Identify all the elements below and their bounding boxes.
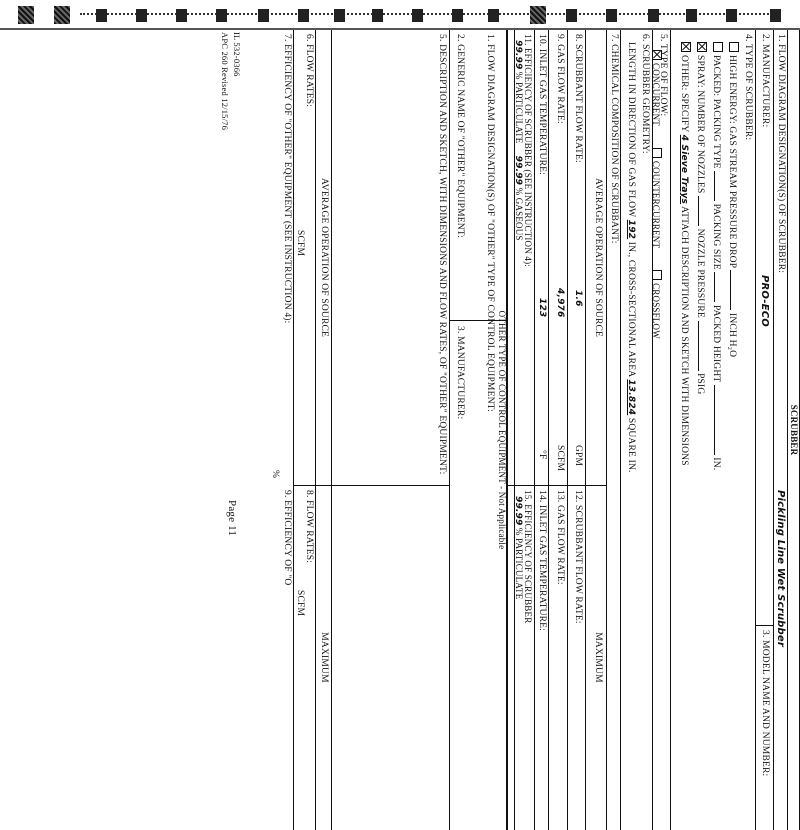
efficiency-label: 11. EFFICIENCY OF SCRUBBER (SEE INSTRUCTION 4): (523, 34, 533, 268)
crossflow-checkbox[interactable] (652, 270, 662, 280)
other-efficiency-label: 7. EFFICIENCY OF "OTHER" EQUIPMENT (SEE INSTRUCTION 4): (282, 34, 292, 324)
flow-type-options: CONCURRENT COUNTERCURRENT CROSSFLOW (651, 50, 662, 339)
high-energy-checkbox[interactable] (729, 42, 739, 52)
high-energy-option: HIGH ENERGY: GAS STREAM PRESSURE DROP INCH H₂O (727, 42, 739, 357)
form-revision: APC 260 Revised 12/15/76 (220, 32, 230, 131)
other-max-efficiency-label: 9. EFFICIENCY OF "O (282, 490, 292, 586)
concurrent-checkbox[interactable] (652, 50, 662, 60)
other-equipment-header: OTHER TYPE OF CONTROL EQUIPMENT - Not Applicable (497, 310, 507, 550)
other-flow-diagram-label: 1. FLOW DIAGRAM DESIGNATION(S) OF "OTHER" TYPE OF CONTROL EQUIPMENT: (485, 34, 495, 413)
manufacturer-value: PRO-ECO (759, 275, 770, 327)
geometry-length-value: 192 (626, 219, 636, 240)
gas-flow-label: 9. GAS FLOW RATE: (555, 34, 565, 124)
scrubbant-composition-label: 7. CHEMICAL COMPOSITION OF SCRUBBANT: (609, 34, 619, 244)
page-number: Page 11 (226, 500, 238, 537)
flow-diagram-value: Pickling Line Wet Scrubber (775, 490, 786, 647)
spray-checkbox[interactable] (697, 42, 707, 52)
scrubbant-flow-unit: GPM (573, 445, 583, 467)
max-scrubbant-flow-label: 12. SCRUBBANT FLOW RATE: (573, 490, 583, 624)
inlet-temp-label: 10. INLET GAS TEMPERATURE: (537, 34, 547, 176)
manufacturer-label: 2. MANUFACTURER: (760, 34, 770, 128)
other-option: OTHER: SPECIFY 4 Sieve Trays ATTACH DESCRIPTION AND SKETCH WITH DIMENSIONS (679, 42, 691, 466)
inlet-temp-unit: °F (537, 450, 547, 460)
countercurrent-checkbox[interactable] (652, 148, 662, 158)
scrubber-type-label: 4. TYPE OF SCRUBBER: (743, 34, 753, 141)
max-gas-flow-label: 13. GAS FLOW RATE: (555, 490, 565, 585)
max-efficiency-label: 15. EFFICIENCY OF SCRUBBER (523, 490, 533, 624)
model-label: 3. MODEL NAME AND NUMBER: (760, 630, 770, 777)
packed-option: PACKED: PACKING TYPE PACKING SIZE PACKED HEIGHT IN. (711, 42, 723, 470)
max-efficiency-values: 99.99 % PARTICULATE (513, 496, 524, 600)
geometry-area-value: 13.824 (626, 379, 636, 416)
form-id: IL 532-0366 (232, 32, 242, 77)
other-max-flow-rates-label: 8. FLOW RATES: (304, 490, 314, 564)
gas-flow-unit: SCFM (555, 445, 565, 472)
other-max-flow-rates-unit: SCFM (295, 590, 305, 617)
other-flow-rates-unit: SCFM (295, 230, 305, 257)
geometry-label: 6. SCRUBBER GEOMETRY: (640, 34, 650, 154)
packed-checkbox[interactable] (713, 42, 723, 52)
scrubbant-flow-label: 8. SCRUBBANT FLOW RATE: (573, 34, 583, 163)
average-operation-header: AVERAGE OPERATION OF SOURCE (593, 177, 603, 338)
other-manufacturer-label: 3. MANUFACTURER: (455, 326, 465, 420)
other-checkbox[interactable] (681, 42, 691, 52)
scrubbant-flow-value: 1.6 (573, 290, 583, 307)
flow-type-label: 5. TYPE OF FLOW: (658, 34, 668, 117)
maximum-header: MAXIMUM (593, 632, 603, 683)
max-inlet-temp-label: 14. INLET GAS TEMPERATURE: (537, 490, 547, 632)
efficiency-values: 99.99 % PARTICULATE 99.99 % GASEOUS (513, 40, 524, 241)
flow-diagram-label: 1. FLOW DIAGRAM DESIGNATION(S) OF SCRUBBER: (776, 34, 786, 274)
other-average-header: AVERAGE OPERATION OF SOURCE (319, 177, 329, 338)
scan-registration-marks (0, 0, 800, 28)
gas-flow-value: 4,976 (555, 288, 565, 318)
other-flow-rates-label: 6. FLOW RATES: (304, 34, 314, 108)
other-maximum-header: MAXIMUM (319, 632, 329, 683)
other-generic-name-label: 2. GENERIC NAME OF "OTHER" EQUIPMENT: (455, 34, 465, 239)
other-efficiency-unit: % (270, 470, 280, 479)
spray-option: SPRAY: NUMBER OF NOZZLES NOZZLE PRESSURE PSIG (695, 42, 707, 394)
section-title: SCRUBBER (789, 404, 799, 456)
inlet-temp-value: 123 (537, 298, 547, 318)
geometry-line: LENGTH IN DIRECTION OF GAS FLOW 192 IN., CROSS-SECTIONAL AREA 13.824 SQUARE IN. (626, 42, 636, 473)
scrubber-form (0, 30, 800, 777)
other-description-label: 5. DESCRIPTION AND SKETCH, WITH DIMENSIONS AND FLOW RATES, OF "OTHER" EQUIPMENT: (437, 34, 447, 475)
